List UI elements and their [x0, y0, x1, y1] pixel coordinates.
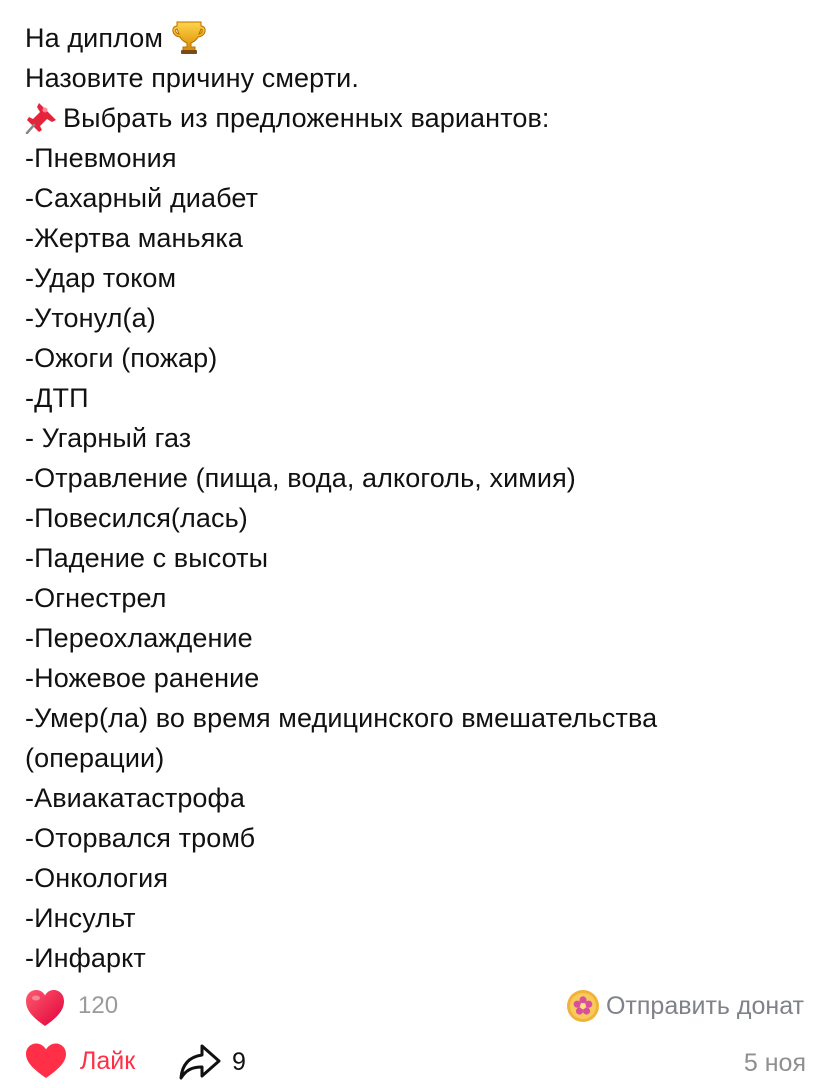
option-item: -Инфаркт: [25, 943, 146, 973]
like-button[interactable]: [24, 1042, 135, 1080]
option-item: -Ожоги (пожар): [25, 343, 218, 373]
option-item: -Огнестрел: [25, 583, 167, 613]
option-item: -ДТП: [25, 383, 89, 413]
option-item: -Онкология: [25, 863, 169, 893]
post-title-line: [25, 18, 815, 58]
option-item-continuation: (операции): [25, 743, 165, 773]
pushpin-icon: [25, 100, 59, 134]
share-button[interactable]: [178, 1042, 246, 1082]
option-item: -Оторвался тромб: [25, 823, 256, 853]
option-item: -Переохлаждение: [25, 623, 253, 653]
option-item: -Повесился(лась): [25, 503, 248, 533]
option-item: -Умер(ла) во время медицинского вмешательства: [25, 703, 658, 733]
post-question-line: Назовите причину смерти.: [25, 63, 359, 93]
like-label: Лайк: [80, 1046, 136, 1075]
option-item: -Пневмония: [25, 143, 177, 173]
trophy-icon: [169, 16, 209, 56]
actions-row: [0, 1038, 828, 1088]
option-item: -Ножевое ранение: [25, 663, 260, 693]
post-title-text: На диплом: [25, 23, 164, 53]
donate-label: Отправить донат: [605, 991, 804, 1020]
option-item: -Авиакатастрофа: [25, 783, 245, 813]
post-instruction-text: Выбрать из предложенных вариантов:: [63, 103, 550, 133]
reactions-row: [0, 982, 828, 1032]
share-arrow-icon: [178, 1042, 222, 1082]
heart-icon[interactable]: [24, 988, 66, 1028]
post-date: 5 ноя: [743, 1049, 806, 1077]
likes-count: 120: [78, 992, 119, 1019]
heart-icon: [24, 1042, 68, 1080]
option-item: -Сахарный диабет: [25, 183, 259, 213]
option-item: - Угарный газ: [25, 423, 192, 453]
post-text: [25, 18, 815, 978]
option-item: -Отравление (пища, вода, алкоголь, химия): [25, 463, 576, 493]
option-item: -Инсульт: [25, 903, 136, 933]
post-instruction-line: [25, 98, 815, 138]
option-item: -Жертва маньяка: [25, 223, 244, 253]
donate-flower-icon: [566, 989, 600, 1023]
option-item: -Падение с высоты: [25, 543, 269, 573]
option-item: -Утонул(а): [25, 303, 156, 333]
donate-button[interactable]: [566, 989, 804, 1023]
share-count: 9: [232, 1047, 246, 1076]
option-item: -Удар током: [25, 263, 177, 293]
